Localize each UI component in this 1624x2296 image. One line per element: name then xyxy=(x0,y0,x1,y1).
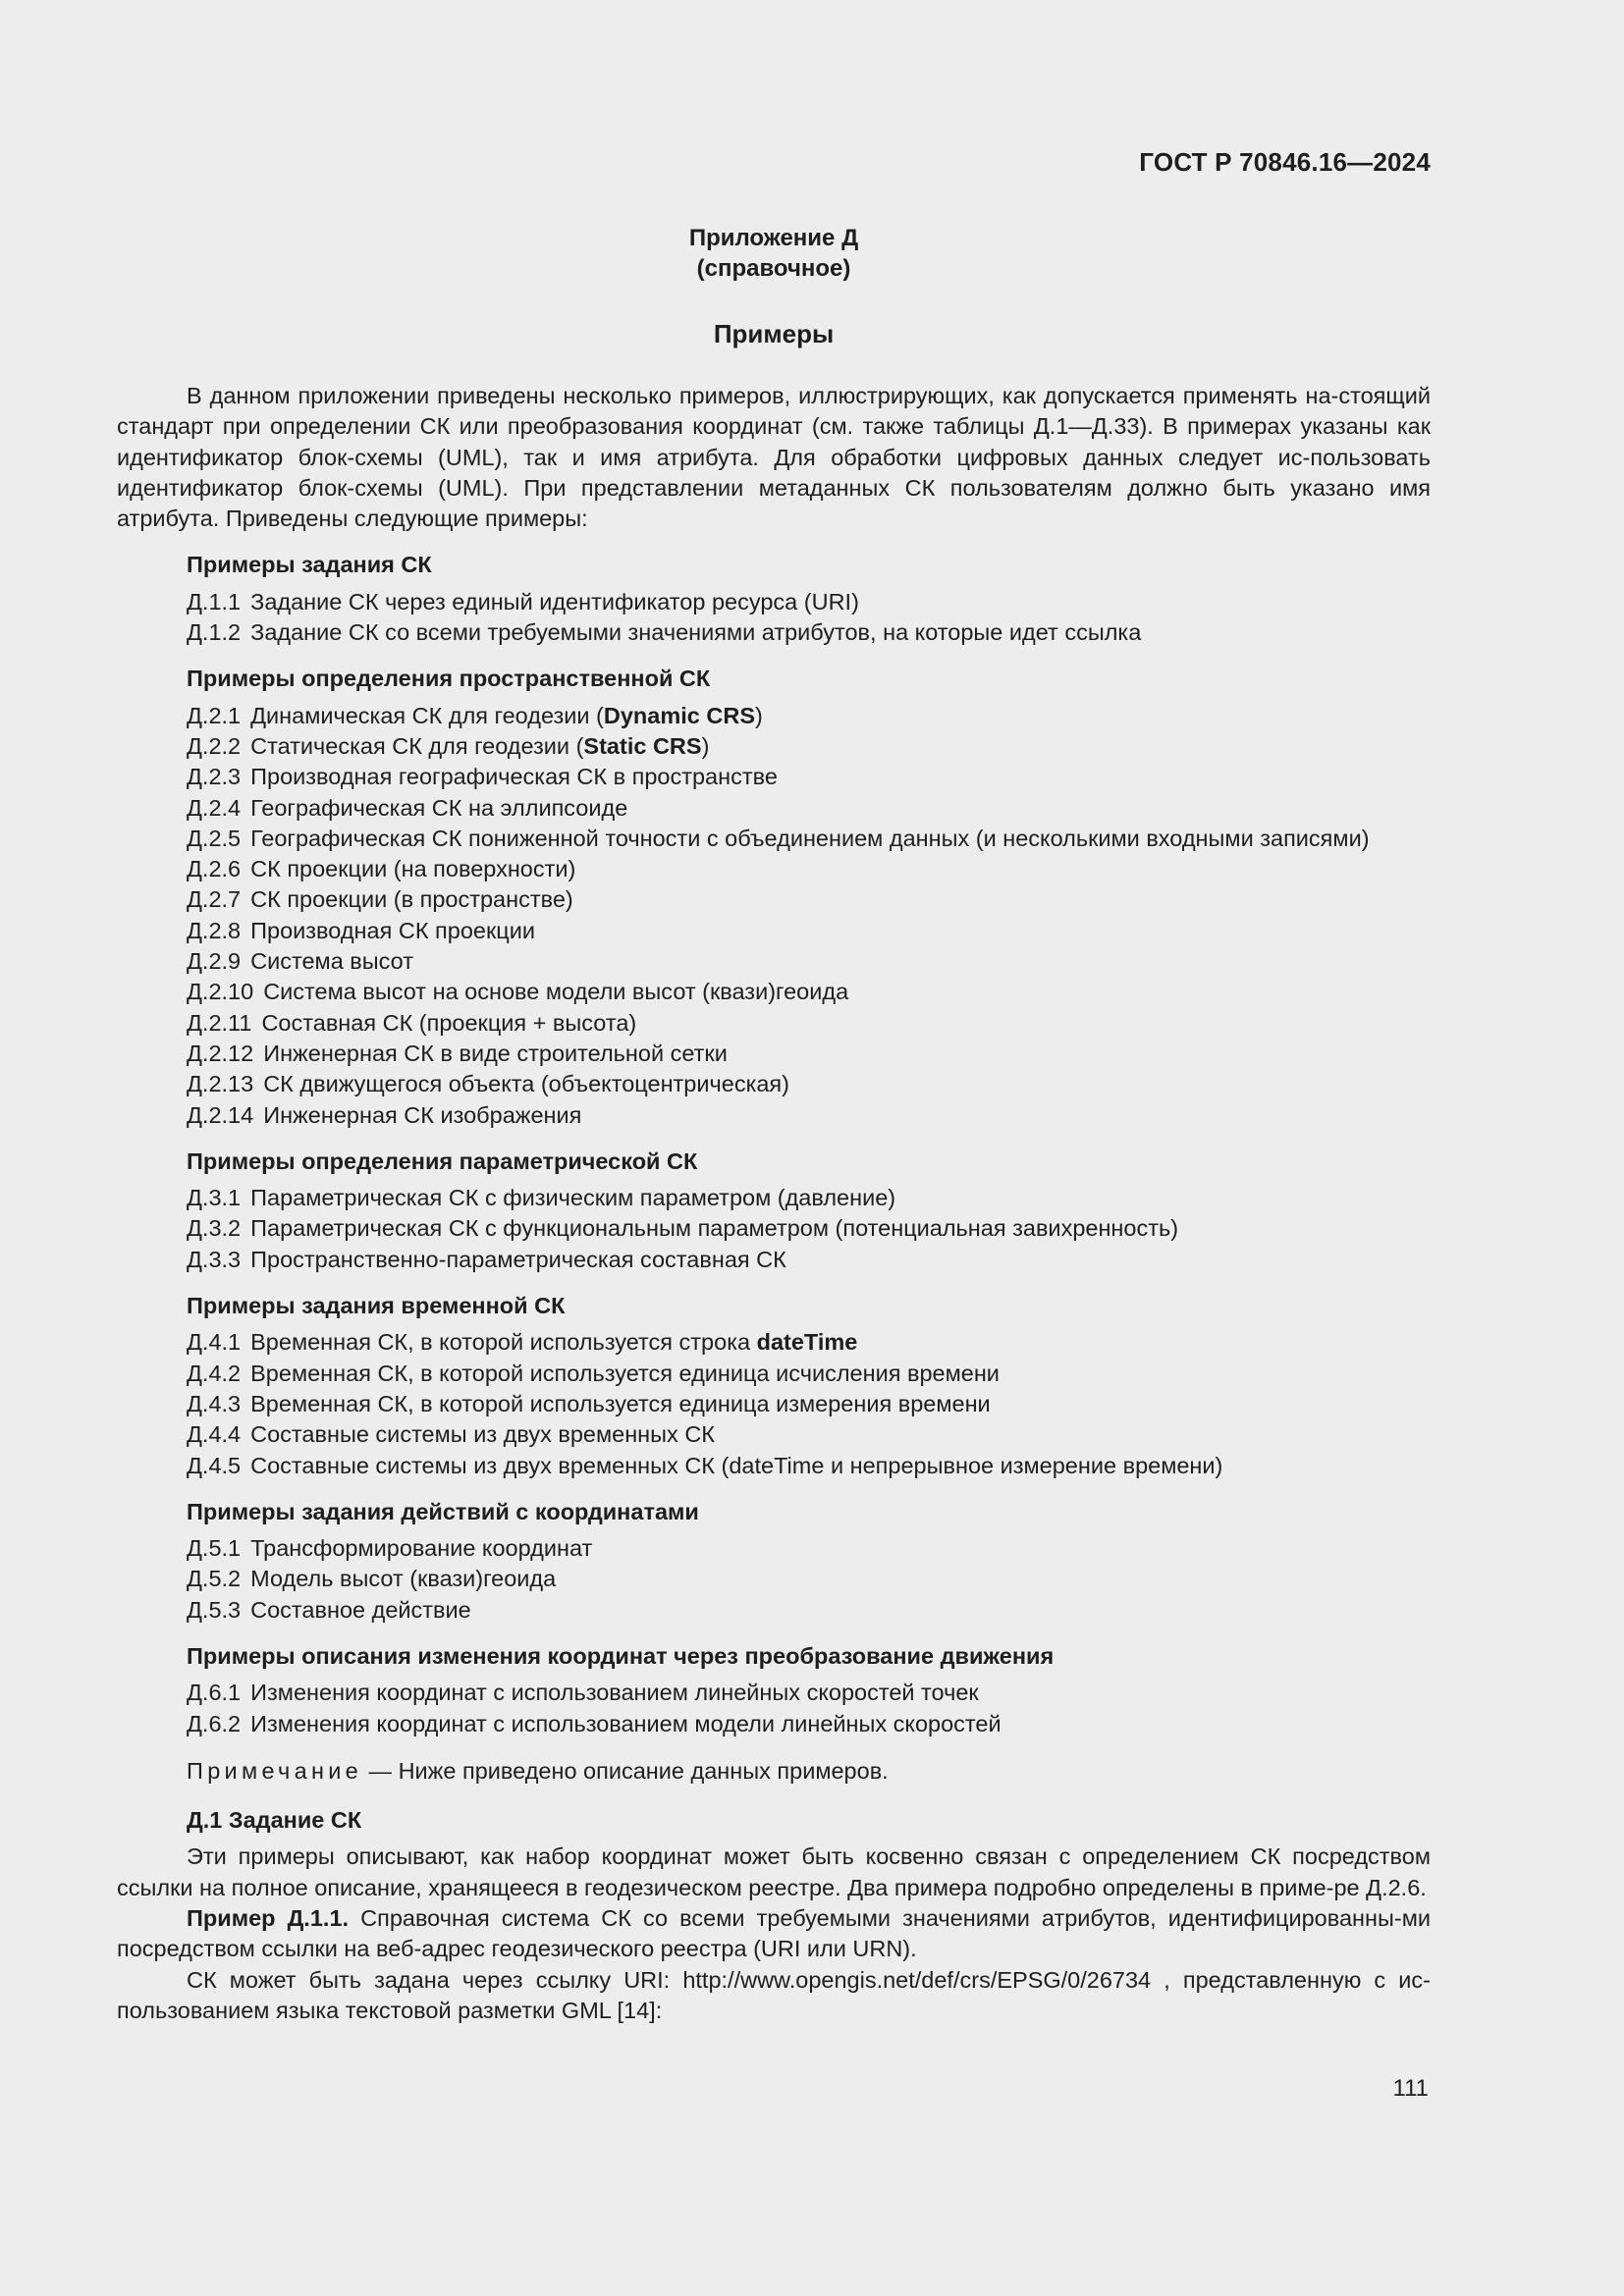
item-number: Д.6.2 xyxy=(187,1710,242,1736)
item-number: Д.2.14 xyxy=(187,1101,254,1128)
list-item xyxy=(187,1709,1431,1739)
item-text: Временная СК, в которой используется единица измерения времени xyxy=(250,1390,991,1416)
list-item xyxy=(187,1008,1431,1039)
list-item xyxy=(187,1564,1431,1594)
item-number: Д.2.6 xyxy=(187,856,242,882)
list-item xyxy=(187,762,1431,792)
list-item xyxy=(187,793,1431,824)
item-text: Статическая СК для геодезии ( xyxy=(250,732,584,759)
document-code: ГОСТ Р 70846.16—2024 xyxy=(1139,147,1431,177)
item-text: Производная географическая СК в пространстве xyxy=(250,764,778,790)
item-number: Д.5.1 xyxy=(187,1535,242,1562)
item-text: Производная СК проекции xyxy=(250,917,535,943)
list-item xyxy=(187,1327,1431,1358)
d1-paragraph-text: ре Д.2.6. xyxy=(1333,1874,1427,1900)
list-item xyxy=(187,824,1431,854)
item-text: Задание СК со всеми требуемыми значениями атрибутов, на которые идет ссылка xyxy=(250,619,1142,646)
uri-text: СК может быть задана через ссылку URI: http://www.opengis.net/def/crs/EPSG/0/26734 , представленную с ис- xyxy=(187,1966,1431,1993)
item-text: Система высот xyxy=(250,948,414,975)
item-number: Д.4.3 xyxy=(187,1390,242,1416)
item-text: Составные системы из двух временных СК xyxy=(250,1421,715,1448)
group-title: Примеры задания действий с координатами xyxy=(187,1498,699,1524)
group-title: Примеры определения параметрической СК xyxy=(187,1148,698,1174)
item-text: Географическая СК пониженной точности с объединением данных (и несколькими входными записями) xyxy=(250,825,1370,851)
item-number: Д.5.2 xyxy=(187,1566,242,1592)
example-label: Пример Д.1.1. xyxy=(187,1905,350,1932)
item-number: Д.4.4 xyxy=(187,1421,242,1448)
item-number: Д.3.1 xyxy=(187,1185,242,1211)
list-item xyxy=(187,1100,1431,1131)
item-text: Инженерная СК в виде строительной сетки xyxy=(263,1040,728,1066)
item-text: Изменения координат с использованием модели линейных скоростей xyxy=(250,1710,1001,1736)
uri-text: пользованием языка текстовой разметки GML [14]: xyxy=(117,1997,663,2023)
d1-heading: Д.1 Задание СК xyxy=(187,1807,362,1834)
d1-paragraph xyxy=(117,1842,1431,1903)
list-item xyxy=(187,854,1431,884)
intro-paragraph xyxy=(117,381,1431,534)
item-number: Д.2.4 xyxy=(187,794,242,821)
list-item xyxy=(187,1451,1431,1481)
item-text: Динамическая СК для геодезии ( xyxy=(250,702,604,728)
list-item xyxy=(187,1359,1431,1389)
item-number: Д.5.3 xyxy=(187,1596,242,1623)
item-text: Система высот на основе модели высот (квази)геоида xyxy=(263,979,849,1005)
note-label: Примечание xyxy=(187,1757,363,1784)
section-title: Примеры xyxy=(713,319,835,348)
group-title: Примеры задания временной СК xyxy=(187,1293,566,1319)
item-text: СК проекции (в пространстве) xyxy=(250,886,573,913)
list-item xyxy=(187,1595,1431,1626)
document-body xyxy=(117,381,1431,2026)
list-item xyxy=(187,1183,1431,1213)
item-text: СК проекции (на поверхности) xyxy=(250,856,576,882)
list-item xyxy=(187,731,1431,762)
item-text: ) xyxy=(755,702,763,728)
list-item xyxy=(187,1678,1431,1708)
list-item xyxy=(187,1533,1431,1564)
page-number: 111 xyxy=(1392,2075,1429,2102)
item-text: Временная СК, в которой используется единица исчисления времени xyxy=(250,1360,1000,1386)
example-text: Справочная система СК со всеми требуемыми значениями атрибутов, идентифицированны- xyxy=(349,1905,1402,1932)
item-bold-term: dateTime xyxy=(756,1329,858,1356)
item-text: Параметрическая СК с функциональным параметром (потенциальная завихренность) xyxy=(250,1215,1179,1242)
item-text: Трансформирование координат xyxy=(250,1535,593,1562)
intro-line: стоящий стандарт при определении СК или преобразования координат (см. также таблицы Д.1—Д.33). В примерах указаны как идентификатор блок-схемы (UML), так и имя атрибута. Для обработки цифровых данных следует ис- xyxy=(117,383,1431,470)
list-item xyxy=(187,1213,1431,1244)
item-number: Д.3.3 xyxy=(187,1246,242,1272)
item-number: Д.2.11 xyxy=(187,1009,252,1036)
item-bold-term: Static CRS xyxy=(583,732,702,759)
list-item xyxy=(187,1389,1431,1419)
item-text: Составная СК (проекция + высота) xyxy=(261,1009,637,1036)
item-text: Инженерная СК изображения xyxy=(263,1101,582,1128)
intro-line: пользовать идентификатор блок-схемы (UML). При представлении метаданных СК пользователям должно быть указано имя атрибута. Приведены следующие примеры: xyxy=(117,444,1431,532)
example-text: ми посредством ссылки на веб-адрес геодезического реестра (URI или URN). xyxy=(117,1905,1431,1962)
appendix-title: Приложение Д xyxy=(688,225,859,251)
item-number: Д.1.1 xyxy=(187,588,242,614)
appendix-subtitle: (справочное) xyxy=(696,255,851,282)
item-number: Д.2.2 xyxy=(187,732,242,759)
d1-paragraph-text: Эти примеры описывают, как набор координат может быть косвенно связан с определением СК посредством ссылки на полное описание, хранящееся в геодезическом реестре. Два примера подробно определены в приме- xyxy=(117,1843,1431,1900)
item-number: Д.6.1 xyxy=(187,1680,242,1706)
group-title: Примеры задания СК xyxy=(187,552,432,578)
item-text: Пространственно-параметрическая составная СК xyxy=(250,1246,786,1272)
item-number: Д.2.13 xyxy=(187,1071,254,1097)
group-title: Примеры описания изменения координат через преобразование движения xyxy=(187,1642,1055,1669)
list-item xyxy=(187,587,1431,617)
item-number: Д.2.1 xyxy=(187,702,242,728)
item-number: Д.2.12 xyxy=(187,1040,254,1066)
list-item xyxy=(187,1419,1431,1450)
item-number: Д.1.2 xyxy=(187,619,242,646)
item-text: Временная СК, в которой используется строка xyxy=(250,1329,757,1356)
item-text: Составное действие xyxy=(250,1596,471,1623)
group-title: Примеры определения пространственной СК xyxy=(187,666,711,692)
item-text: Составные системы из двух временных СК (dateTime и непрерывное измерение времени) xyxy=(250,1452,1223,1478)
list-item xyxy=(187,916,1431,946)
item-number: Д.2.9 xyxy=(187,948,242,975)
item-text: СК движущегося объекта (объектоцентрическая) xyxy=(263,1071,789,1097)
note xyxy=(187,1756,1431,1787)
item-number: Д.3.2 xyxy=(187,1215,242,1242)
item-text: Географическая СК на эллипсоиде xyxy=(250,794,628,821)
item-bold-term: Dynamic CRS xyxy=(603,702,755,728)
list-item xyxy=(187,1245,1431,1275)
item-number: Д.2.3 xyxy=(187,764,242,790)
list-item xyxy=(187,701,1431,731)
item-number: Д.2.5 xyxy=(187,825,242,851)
list-item xyxy=(187,617,1431,648)
appendix-header xyxy=(0,223,1547,284)
item-text: ) xyxy=(701,732,710,759)
list-item xyxy=(187,1069,1431,1099)
item-number: Д.4.5 xyxy=(187,1452,242,1478)
item-number: Д.4.2 xyxy=(187,1360,242,1386)
item-text: Изменения координат с использованием линейных скоростей точек xyxy=(250,1680,979,1706)
uri-paragraph xyxy=(117,1965,1431,2027)
intro-line: В данном приложении приведены несколько примеров, иллюстрирующих, как допускается применять на- xyxy=(187,383,1339,408)
item-text: Модель высот (квази)геоида xyxy=(250,1566,557,1592)
list-item xyxy=(187,884,1431,915)
item-number: Д.4.1 xyxy=(187,1329,242,1356)
note-text: — Ниже приведено описание данных примеров. xyxy=(362,1757,889,1784)
item-number: Д.2.10 xyxy=(187,979,254,1005)
item-text: Задание СК через единый идентификатор ресурса (URI) xyxy=(250,588,859,614)
list-item xyxy=(187,977,1431,1007)
item-number: Д.2.7 xyxy=(187,886,242,913)
item-text: Параметрическая СК с физическим параметром (давление) xyxy=(250,1185,896,1211)
example-paragraph xyxy=(117,1903,1431,1965)
list-item xyxy=(187,1039,1431,1069)
examples-list xyxy=(117,550,1431,1738)
item-number: Д.2.8 xyxy=(187,917,242,943)
list-item xyxy=(187,946,1431,977)
